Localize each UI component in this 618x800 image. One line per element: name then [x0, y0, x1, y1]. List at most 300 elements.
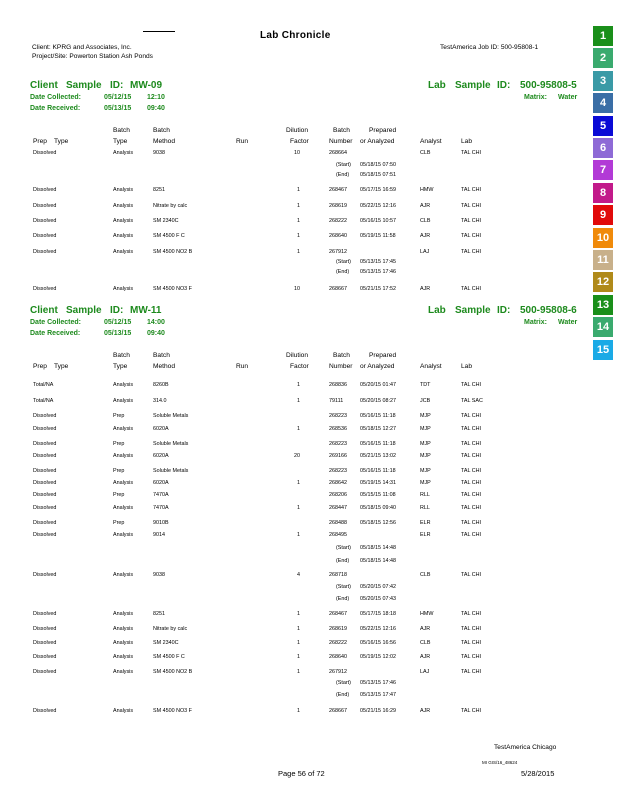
row-factor: 1 — [297, 203, 300, 209]
section-tab-15[interactable]: 15 — [593, 340, 613, 360]
footer-code: MI GIS/16_48624 — [482, 760, 518, 765]
col-header-dilution: Dilution — [286, 127, 308, 134]
row-factor: 4 — [297, 572, 300, 578]
row-method: 314.0 — [153, 398, 167, 404]
sub-row-value: 05/20/15 07:43 — [360, 596, 396, 602]
row-batch-number: 268223 — [329, 413, 347, 419]
collected-time: 12:10 — [147, 94, 165, 101]
matrix-value: Water — [558, 319, 578, 326]
row-analyst: ELR — [420, 520, 431, 526]
col-header-analyzed: or Analyzed — [360, 138, 395, 145]
row-prep-type: Dissolved — [33, 187, 57, 193]
row-lab: TAL CHI — [461, 249, 482, 255]
row-factor: 1 — [297, 233, 300, 239]
row-analyzed: 05/21/15 17:52 — [360, 286, 396, 292]
row-prep-type: Dissolved — [33, 708, 57, 714]
row-batch-type: Analysis — [113, 382, 134, 388]
row-analyst: RLL — [420, 505, 430, 511]
col-header-run: Run — [236, 138, 249, 145]
col-header-number: Number — [329, 363, 353, 370]
row-analyst: ELR — [420, 532, 431, 538]
col-header-analyst: Analyst — [420, 363, 442, 370]
matrix-value: Water — [558, 94, 578, 101]
row-batch-type: Analysis — [113, 233, 134, 239]
row-lab: TAL CHI — [461, 426, 482, 432]
row-prep-type: Dissolved — [33, 468, 57, 474]
row-prep-type: Total/NA — [33, 398, 54, 404]
row-batch-number: 268667 — [329, 708, 347, 714]
row-lab: TAL CHI — [461, 203, 482, 209]
row-analyzed: 05/16/15 11:18 — [360, 468, 396, 474]
sub-row-label: (Start) — [336, 259, 351, 265]
row-lab: TAL CHI — [461, 187, 482, 193]
row-prep-type: Dissolved — [33, 413, 57, 419]
row-batch-number: 268642 — [329, 480, 347, 486]
id-label: ID: — [110, 80, 124, 91]
row-analyst: AJR — [420, 233, 431, 239]
row-lab: TAL CHI — [461, 480, 482, 486]
row-factor: 1 — [297, 626, 300, 632]
row-factor: 1 — [297, 669, 300, 675]
row-factor: 10 — [294, 286, 300, 292]
row-factor: 1 — [297, 505, 300, 511]
row-factor: 1 — [297, 532, 300, 538]
collected-time: 14:00 — [147, 319, 165, 326]
row-batch-type: Analysis — [113, 505, 134, 511]
col-header-prep: Prep — [33, 138, 47, 145]
row-analyzed: 05/20/15 08:27 — [360, 398, 396, 404]
row-method: Soluble Metals — [153, 468, 189, 474]
row-method: SM 4500 F C — [153, 654, 185, 660]
row-analyst: JCB — [420, 398, 431, 404]
section-tab-6[interactable]: 6 — [593, 138, 613, 158]
row-batch-type: Analysis — [113, 640, 134, 646]
row-prep-type: Dissolved — [33, 532, 57, 538]
row-prep-type: Dissolved — [33, 480, 57, 486]
row-analyzed: 05/19/15 12:02 — [360, 654, 396, 660]
row-method: 6020A — [153, 453, 169, 459]
row-method: SM 4500 NO3 F — [153, 708, 192, 714]
row-lab: TAL CHI — [461, 492, 482, 498]
row-method: Soluble Metals — [153, 413, 189, 419]
col-header-batch-type: Type — [113, 363, 128, 370]
received-time: 09:40 — [147, 105, 165, 112]
row-method: 8260B — [153, 382, 169, 388]
row-method: 8251 — [153, 187, 165, 193]
row-factor: 1 — [297, 218, 300, 224]
row-method: SM 2340C — [153, 218, 179, 224]
col-header-run: Run — [236, 363, 249, 370]
received-date: 05/13/15 — [104, 105, 132, 112]
row-analyzed: 05/20/15 01:47 — [360, 382, 396, 388]
page-number: Page 56 of 72 — [278, 769, 325, 778]
row-batch-number: 268467 — [329, 187, 347, 193]
col-header-factor: Factor — [290, 138, 309, 145]
row-analyst: MJP — [420, 441, 431, 447]
sub-row-value: 05/13/15 17:47 — [360, 692, 396, 698]
sub-row-label: (End) — [336, 692, 350, 698]
col-header-batch: Batch — [153, 127, 170, 134]
row-prep-type: Dissolved — [33, 203, 57, 209]
row-batch-type: Analysis — [113, 187, 134, 193]
row-analyst: AJR — [420, 626, 431, 632]
col-header-batch: Batch — [113, 352, 130, 359]
row-method: 9010B — [153, 520, 169, 526]
row-analyst: LAJ — [420, 249, 430, 255]
sample-label: Sample — [66, 305, 102, 316]
row-analyzed: 05/21/15 16:29 — [360, 708, 396, 714]
row-method: SM 4500 NO3 F — [153, 286, 192, 292]
section-tab-1[interactable]: 1 — [593, 26, 613, 46]
row-prep-type: Dissolved — [33, 505, 57, 511]
row-method: Nitrate by calc — [153, 626, 188, 632]
row-lab: TAL CHI — [461, 150, 482, 156]
matrix-label: Matrix: — [524, 94, 547, 101]
row-lab: TAL CHI — [461, 572, 482, 578]
row-method: SM 4500 NO2 B — [153, 669, 193, 675]
lab-sample-label: Sample — [455, 305, 491, 316]
row-prep-type: Dissolved — [33, 492, 57, 498]
col-header-type: Type — [54, 138, 69, 145]
col-header-lab: Lab — [461, 138, 473, 145]
row-lab: TAL CHI — [461, 286, 482, 292]
row-batch-number: 269166 — [329, 453, 347, 459]
col-header-prepared: Prepared — [369, 127, 397, 134]
row-factor: 1 — [297, 480, 300, 486]
row-batch-number: 268495 — [329, 532, 347, 538]
row-factor: 1 — [297, 640, 300, 646]
col-header-factor: Factor — [290, 363, 309, 370]
row-factor: 1 — [297, 187, 300, 193]
row-batch-type: Analysis — [113, 203, 134, 209]
row-lab: TAL CHI — [461, 218, 482, 224]
sub-row-value: 05/18/15 07:50 — [360, 162, 396, 168]
row-batch-number: 268222 — [329, 218, 347, 224]
row-analyst: AJR — [420, 286, 431, 292]
row-analyst: AJR — [420, 708, 431, 714]
row-prep-type: Dissolved — [33, 520, 57, 526]
row-lab: TAL CHI — [461, 532, 482, 538]
row-method: Soluble Metals — [153, 441, 189, 447]
col-header-type: Type — [54, 363, 69, 370]
row-batch-number: 268447 — [329, 505, 347, 511]
row-analyst: TDT — [420, 382, 431, 388]
section-tab-14[interactable]: 14 — [593, 317, 613, 337]
row-prep-type: Dissolved — [33, 426, 57, 432]
row-lab: TAL CHI — [461, 468, 482, 474]
col-header-batch: Batch — [333, 352, 350, 359]
row-batch-number: 268536 — [329, 426, 347, 432]
row-batch-type: Analysis — [113, 532, 134, 538]
row-batch-number: 79111 — [329, 398, 344, 404]
row-batch-number: 268222 — [329, 640, 347, 646]
row-analyzed: 05/19/15 14:31 — [360, 480, 396, 486]
row-prep-type: Dissolved — [33, 669, 57, 675]
row-analyst: MJP — [420, 453, 431, 459]
footer-date: 5/28/2015 — [521, 769, 555, 778]
col-header-batch: Batch — [113, 127, 130, 134]
row-analyst: AJR — [420, 654, 431, 660]
sub-row-value: 05/13/15 17:45 — [360, 259, 396, 265]
row-analyzed: 05/16/15 10:57 — [360, 218, 396, 224]
row-batch-number: 268223 — [329, 468, 347, 474]
section-tab-13[interactable]: 13 — [593, 295, 613, 315]
row-prep-type: Dissolved — [33, 150, 57, 156]
row-factor: 1 — [297, 654, 300, 660]
row-batch-type: Analysis — [113, 426, 134, 432]
row-batch-type: Prep — [113, 492, 125, 498]
row-batch-number: 268836 — [329, 382, 347, 388]
row-batch-number: 268619 — [329, 626, 347, 632]
sub-row-value: 05/20/15 07:42 — [360, 584, 396, 590]
row-lab: TAL CHI — [461, 640, 482, 646]
row-prep-type: Dissolved — [33, 611, 57, 617]
client-label: Client — [30, 80, 58, 91]
lab-sample-label: Sample — [455, 80, 491, 91]
collected-label: Date Collected: — [30, 94, 81, 101]
row-analyst: CLB — [420, 150, 431, 156]
footer-company: TestAmerica Chicago — [494, 744, 557, 751]
row-batch-type: Analysis — [113, 480, 134, 486]
row-analyst: MJP — [420, 480, 431, 486]
row-analyzed: 05/18/15 12:27 — [360, 426, 396, 432]
sub-row-value: 05/18/15 14:48 — [360, 545, 396, 551]
col-header-batch: Batch — [333, 127, 350, 134]
row-method: 9014 — [153, 532, 165, 538]
lab-sample-id: 500-95808-6 — [520, 305, 577, 316]
row-factor: 1 — [297, 398, 300, 404]
row-analyst: HMW — [420, 611, 434, 617]
row-prep-type: Dissolved — [33, 453, 57, 459]
row-factor: 1 — [297, 426, 300, 432]
sample-label: Sample — [66, 80, 102, 91]
lab-sample-id: 500-95808-5 — [520, 80, 577, 91]
row-prep-type: Dissolved — [33, 218, 57, 224]
section-tab-9[interactable]: 9 — [593, 205, 613, 225]
row-batch-type: Prep — [113, 441, 125, 447]
row-analyzed: 05/16/15 11:18 — [360, 441, 396, 447]
row-prep-type: Dissolved — [33, 233, 57, 239]
section-tab-12[interactable]: 12 — [593, 272, 613, 292]
row-batch-number: 268667 — [329, 286, 347, 292]
row-method: 7470A — [153, 492, 169, 498]
sub-row-value: 05/18/15 07:51 — [360, 172, 396, 178]
row-lab: TAL CHI — [461, 505, 482, 511]
row-batch-type: Analysis — [113, 611, 134, 617]
row-lab: TAL CHI — [461, 441, 482, 447]
row-analyzed: 05/18/15 09:40 — [360, 505, 396, 511]
col-header-number: Number — [329, 138, 353, 145]
lab-id-label: ID: — [497, 80, 511, 91]
row-method: SM 4500 F C — [153, 233, 185, 239]
row-method: 7470A — [153, 505, 169, 511]
row-lab: TAL CHI — [461, 611, 482, 617]
section-tab-4[interactable]: 4 — [593, 93, 613, 113]
received-time: 09:40 — [147, 330, 165, 337]
section-tab-8[interactable]: 8 — [593, 183, 613, 203]
project-line: Project/Site: Powerton Station Ash Ponds — [32, 53, 153, 60]
row-method: Nitrate by calc — [153, 203, 188, 209]
col-header-prep: Prep — [33, 363, 47, 370]
row-batch-type: Prep — [113, 413, 125, 419]
col-header-batch-type: Type — [113, 138, 128, 145]
row-prep-type: Dissolved — [33, 572, 57, 578]
row-lab: TAL CHI — [461, 453, 482, 459]
row-factor: 1 — [297, 611, 300, 617]
page-title: Lab Chronicle — [260, 30, 331, 41]
section-tab-2[interactable]: 2 — [593, 48, 613, 68]
row-batch-number: 268223 — [329, 441, 347, 447]
sub-row-label: (Start) — [336, 162, 351, 168]
col-header-method: Method — [153, 363, 175, 370]
row-analyst: CLB — [420, 572, 431, 578]
row-batch-number: 267912 — [329, 249, 347, 255]
row-prep-type: Dissolved — [33, 640, 57, 646]
row-lab: TAL CHI — [461, 654, 482, 660]
row-batch-type: Analysis — [113, 218, 134, 224]
row-batch-number: 268640 — [329, 654, 347, 660]
row-method: 9038 — [153, 150, 165, 156]
row-lab: TAL CHI — [461, 669, 482, 675]
row-batch-number: 268718 — [329, 572, 347, 578]
row-batch-number: 267912 — [329, 669, 347, 675]
row-analyzed: 05/17/15 18:18 — [360, 611, 396, 617]
row-batch-type: Analysis — [113, 453, 134, 459]
row-analyst: CLB — [420, 640, 431, 646]
row-lab: TAL CHI — [461, 413, 482, 419]
row-lab: TAL CHI — [461, 233, 482, 239]
row-batch-type: Analysis — [113, 150, 134, 156]
row-analyst: HMW — [420, 187, 434, 193]
row-batch-number: 268664 — [329, 150, 347, 156]
collected-label: Date Collected: — [30, 319, 81, 326]
sub-row-label: (End) — [336, 558, 350, 564]
client-label: Client — [30, 305, 58, 316]
row-analyzed: 05/16/15 16:56 — [360, 640, 396, 646]
row-prep-type: Dissolved — [33, 626, 57, 632]
sub-row-label: (Start) — [336, 545, 351, 551]
received-label: Date Received: — [30, 105, 81, 112]
row-analyst: MJP — [420, 468, 431, 474]
row-analyzed: 05/18/15 12:56 — [360, 520, 396, 526]
col-header-analyzed: or Analyzed — [360, 363, 395, 370]
row-method: 6020A — [153, 480, 169, 486]
col-header-batch: Batch — [153, 352, 170, 359]
row-lab: TAL CHI — [461, 520, 482, 526]
row-analyzed: 05/21/15 13:02 — [360, 453, 396, 459]
sub-row-label: (Start) — [336, 680, 351, 686]
lab-id-label: ID: — [497, 305, 511, 316]
received-label: Date Received: — [30, 330, 81, 337]
lab-label: Lab — [428, 305, 446, 316]
row-batch-type: Analysis — [113, 286, 134, 292]
row-batch-type: Prep — [113, 468, 125, 474]
row-batch-type: Prep — [113, 520, 125, 526]
row-batch-number: 268206 — [329, 492, 347, 498]
row-factor: 1 — [297, 382, 300, 388]
col-header-prepared: Prepared — [369, 352, 397, 359]
row-analyzed: 05/17/15 16:59 — [360, 187, 396, 193]
lab-label: Lab — [428, 80, 446, 91]
section-tab-5[interactable]: 5 — [593, 116, 613, 136]
row-analyst: AJR — [420, 203, 431, 209]
sub-row-value: 05/13/15 17:46 — [360, 269, 396, 275]
row-batch-number: 268619 — [329, 203, 347, 209]
section-tab-11[interactable]: 11 — [593, 250, 613, 270]
row-batch-type: Analysis — [113, 626, 134, 632]
sub-row-label: (End) — [336, 172, 350, 178]
row-prep-type: Total/NA — [33, 382, 54, 388]
header-rule — [143, 31, 175, 32]
row-analyzed: 05/22/15 12:16 — [360, 203, 396, 209]
row-method: 9038 — [153, 572, 165, 578]
collected-date: 05/12/15 — [104, 94, 132, 101]
row-prep-type: Dissolved — [33, 654, 57, 660]
row-method: 8251 — [153, 611, 165, 617]
row-prep-type: Dissolved — [33, 249, 57, 255]
row-batch-number: 268467 — [329, 611, 347, 617]
sub-row-label: (End) — [336, 269, 350, 275]
row-analyzed: 05/19/15 11:58 — [360, 233, 396, 239]
row-factor: 1 — [297, 249, 300, 255]
row-method: 6020A — [153, 426, 169, 432]
row-factor: 1 — [297, 708, 300, 714]
client-sample-id: MW-09 — [130, 80, 163, 91]
row-batch-number: 268488 — [329, 520, 347, 526]
row-batch-type: Analysis — [113, 669, 134, 675]
row-analyst: RLL — [420, 492, 430, 498]
col-header-dilution: Dilution — [286, 352, 308, 359]
row-method: SM 4500 NO2 B — [153, 249, 193, 255]
matrix-label: Matrix: — [524, 319, 547, 326]
job-id: TestAmerica Job ID: 500-95808-1 — [440, 44, 539, 51]
sub-row-value: 05/18/15 14:48 — [360, 558, 396, 564]
section-tab-7[interactable]: 7 — [593, 160, 613, 180]
client-line: Client: KPRG and Associates, Inc. — [32, 44, 132, 51]
row-lab: TAL SAC — [461, 398, 483, 404]
row-lab: TAL CHI — [461, 626, 482, 632]
row-factor: 20 — [294, 453, 300, 459]
row-batch-type: Analysis — [113, 572, 134, 578]
row-batch-type: Analysis — [113, 398, 134, 404]
row-lab: TAL CHI — [461, 382, 482, 388]
sub-row-label: (End) — [336, 596, 350, 602]
row-analyst: MJP — [420, 413, 431, 419]
sub-row-label: (Start) — [336, 584, 351, 590]
id-label: ID: — [110, 305, 124, 316]
client-sample-id: MW-11 — [130, 305, 162, 316]
row-factor: 10 — [294, 150, 300, 156]
row-lab: TAL CHI — [461, 708, 482, 714]
row-batch-number: 268640 — [329, 233, 347, 239]
received-date: 05/13/15 — [104, 330, 132, 337]
row-analyst: LAJ — [420, 669, 430, 675]
row-method: SM 2340C — [153, 640, 179, 646]
collected-date: 05/12/15 — [104, 319, 132, 326]
row-batch-type: Analysis — [113, 654, 134, 660]
row-analyzed: 05/15/15 11:08 — [360, 492, 396, 498]
col-header-method: Method — [153, 138, 175, 145]
col-header-analyst: Analyst — [420, 138, 442, 145]
col-header-lab: Lab — [461, 363, 473, 370]
section-tab-3[interactable]: 3 — [593, 71, 613, 91]
row-analyst: MJP — [420, 426, 431, 432]
section-tab-10[interactable]: 10 — [593, 228, 613, 248]
row-prep-type: Dissolved — [33, 286, 57, 292]
row-batch-type: Analysis — [113, 249, 134, 255]
row-analyzed: 05/22/15 12:16 — [360, 626, 396, 632]
row-analyzed: 05/16/15 11:18 — [360, 413, 396, 419]
